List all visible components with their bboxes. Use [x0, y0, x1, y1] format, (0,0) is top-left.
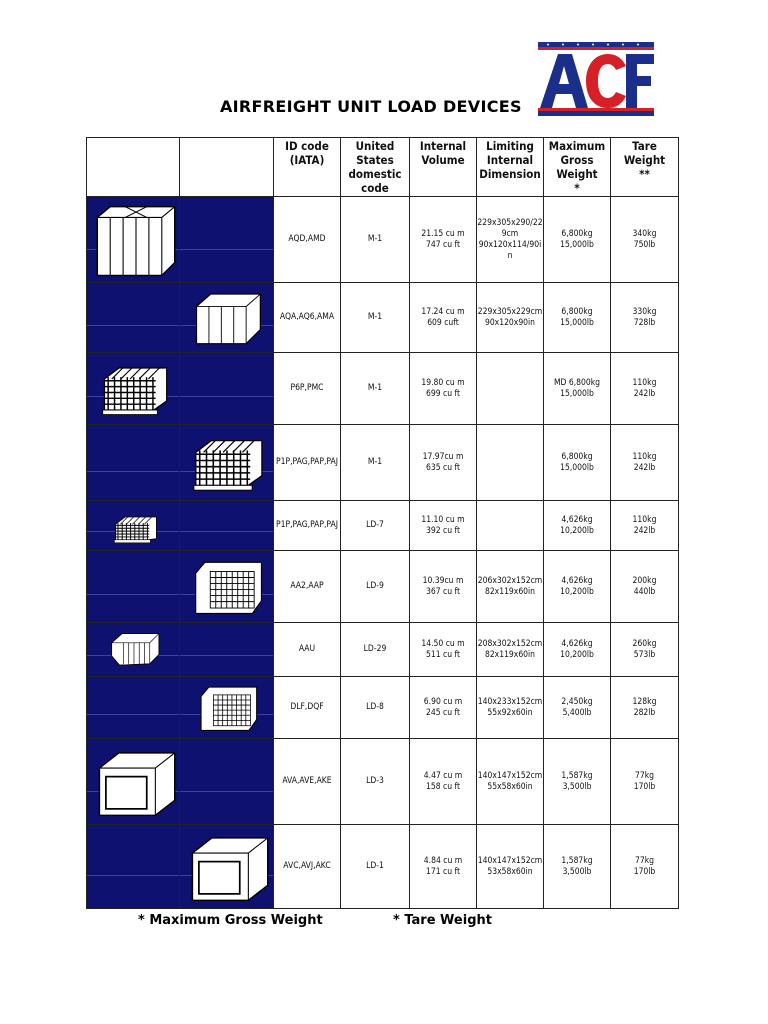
header-limiting-dimension: Limiting Internal Dimension: [477, 138, 544, 197]
uld-image-cell: [87, 739, 180, 825]
us-code-cell: LD-9: [341, 551, 410, 623]
header-image-col-2: [180, 138, 274, 197]
uld-image-cell: [180, 283, 274, 353]
dimension-cell: 140x147x152cm 55x58x60in: [477, 739, 544, 825]
tare-cell: 110kg 242lb: [611, 353, 679, 425]
uld-image-cell: [180, 623, 274, 677]
uld-image-cell: [87, 501, 180, 551]
volume-cell: 17.97cu m 635 cu ft: [410, 425, 477, 501]
max-gross-cell: 4,626kg 10,200lb: [544, 551, 611, 623]
id-code-cell: P1P,PAG,PAP,PAJ: [274, 425, 341, 501]
uld-image-cell: [180, 425, 274, 501]
uld-image-cell: [87, 283, 180, 353]
volume-cell: 14.50 cu m 511 cu ft: [410, 623, 477, 677]
tare-cell: 77kg 170lb: [611, 739, 679, 825]
max-gross-cell: MD 6,800kg 15,000lb: [544, 353, 611, 425]
tare-cell: 110kg 242lb: [611, 501, 679, 551]
header-us-code: United States domestic code: [341, 138, 410, 197]
dimension-cell: [477, 353, 544, 425]
uld-row: [87, 197, 679, 283]
us-code-cell: M-1: [341, 283, 410, 353]
uld-image-cell: [87, 197, 180, 283]
id-code-cell: AAU: [274, 623, 341, 677]
us-code-cell: LD-29: [341, 623, 410, 677]
uld-image-cell: [180, 677, 274, 739]
uld-image-cell: [180, 551, 274, 623]
tare-cell: 128kg 282lb: [611, 677, 679, 739]
uld-image-cell: [180, 197, 274, 283]
header-internal-volume: Internal Volume: [410, 138, 477, 197]
header-tare-weight: Tare Weight **: [611, 138, 679, 197]
us-code-cell: LD-3: [341, 739, 410, 825]
volume-cell: 19.80 cu m 699 cu ft: [410, 353, 477, 425]
id-code-cell: AQA,AQ6,AMA: [274, 283, 341, 353]
uld-image-cell: [87, 551, 180, 623]
page-title: AIRFREIGHT UNIT LOAD DEVICES: [220, 97, 522, 116]
max-gross-cell: 1,587kg 3,500lb: [544, 825, 611, 909]
footnote-max-gross: * Maximum Gross Weight: [138, 913, 323, 928]
uld-row: [87, 623, 679, 677]
uld-row: [87, 551, 679, 623]
volume-cell: 4.47 cu m 158 cu ft: [410, 739, 477, 825]
uld-row: [87, 825, 679, 909]
volume-cell: 17.24 cu m 609 cuft: [410, 283, 477, 353]
uld-image-cell: [180, 501, 274, 551]
id-code-cell: AA2,AAP: [274, 551, 341, 623]
us-code-cell: LD-1: [341, 825, 410, 909]
acf-logo: [538, 42, 654, 116]
uld-row: [87, 677, 679, 739]
tare-cell: 200kg 440lb: [611, 551, 679, 623]
uld-image-cell: [180, 353, 274, 425]
dimension-cell: 208x302x152cm 82x119x60in: [477, 623, 544, 677]
id-code-cell: P6P,PMC: [274, 353, 341, 425]
tare-cell: 77kg 170lb: [611, 825, 679, 909]
footnote-tare: * Tare Weight: [393, 913, 492, 928]
max-gross-cell: 2,450kg 5,400lb: [544, 677, 611, 739]
uld-row: [87, 739, 679, 825]
uld-image-cell: [87, 623, 180, 677]
uld-image-cell: [87, 353, 180, 425]
header-image-col-1: [87, 138, 180, 197]
max-gross-cell: 4,626kg 10,200lb: [544, 501, 611, 551]
uld-row: [87, 425, 679, 501]
dimension-cell: [477, 501, 544, 551]
max-gross-cell: 1,587kg 3,500lb: [544, 739, 611, 825]
uld-row: [87, 501, 679, 551]
max-gross-cell: 4,626kg 10,200lb: [544, 623, 611, 677]
us-code-cell: M-1: [341, 197, 410, 283]
us-code-cell: LD-7: [341, 501, 410, 551]
uld-image-cell: [87, 677, 180, 739]
us-code-cell: M-1: [341, 353, 410, 425]
uld-image-cell: [180, 825, 274, 909]
uld-image-cell: [87, 425, 180, 501]
max-gross-cell: 6,800kg 15,000lb: [544, 425, 611, 501]
max-gross-cell: 6,800kg 15,000lb: [544, 197, 611, 283]
dimension-cell: [477, 425, 544, 501]
volume-cell: 21.15 cu m 747 cu ft: [410, 197, 477, 283]
volume-cell: 10.39cu m 367 cu ft: [410, 551, 477, 623]
tare-cell: 260kg 573lb: [611, 623, 679, 677]
header-id-code: ID code (IATA): [274, 138, 341, 197]
dimension-cell: 229x305x229cm 90x120x90in: [477, 283, 544, 353]
uld-image-cell: [87, 825, 180, 909]
id-code-cell: AVC,AVJ,AKC: [274, 825, 341, 909]
uld-row: [87, 283, 679, 353]
tare-cell: 110kg 242lb: [611, 425, 679, 501]
uld-row: [87, 353, 679, 425]
us-code-cell: M-1: [341, 425, 410, 501]
dimension-cell: 140x147x152cm 53x58x60in: [477, 825, 544, 909]
uld-image-cell: [180, 739, 274, 825]
dimension-cell: 206x302x152cm 82x119x60in: [477, 551, 544, 623]
us-code-cell: LD-8: [341, 677, 410, 739]
tare-cell: 340kg 750lb: [611, 197, 679, 283]
tare-cell: 330kg 728lb: [611, 283, 679, 353]
id-code-cell: AVA,AVE,AKE: [274, 739, 341, 825]
dimension-cell: 140x233x152cm 55x92x60in: [477, 677, 544, 739]
id-code-cell: P1P,PAG,PAP,PAJ: [274, 501, 341, 551]
max-gross-cell: 6,800kg 15,000lb: [544, 283, 611, 353]
header-row: [87, 138, 679, 197]
uld-table: [86, 137, 679, 909]
dimension-cell: 229x305x290/22 9cm 90x120x114/90i n: [477, 197, 544, 283]
id-code-cell: AQD,AMD: [274, 197, 341, 283]
volume-cell: 6.90 cu m 245 cu ft: [410, 677, 477, 739]
volume-cell: 4.84 cu m 171 cu ft: [410, 825, 477, 909]
header-max-gross-weight: Maximum Gross Weight *: [544, 138, 611, 197]
volume-cell: 11.10 cu m 392 cu ft: [410, 501, 477, 551]
id-code-cell: DLF,DQF: [274, 677, 341, 739]
